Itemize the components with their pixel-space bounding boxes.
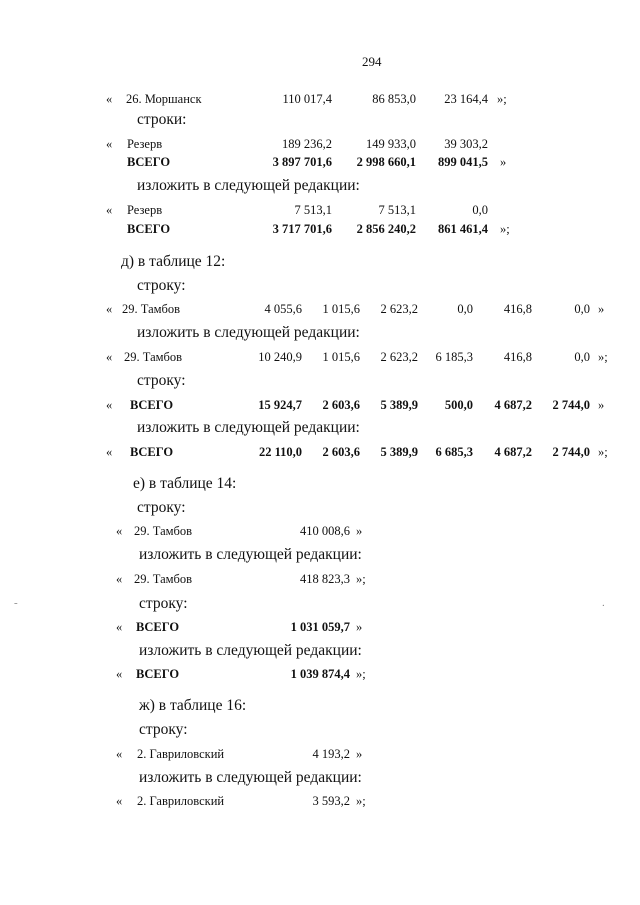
row-name: ВСЕГО: [127, 155, 171, 169]
section-header: ж) в таблице 16:: [139, 697, 247, 714]
open-quote: «: [106, 92, 113, 106]
open-quote: «: [116, 524, 123, 538]
close-quote: »: [356, 524, 363, 538]
row-name: 29. Тамбов: [122, 302, 181, 316]
row-name: 29. Тамбов: [134, 572, 193, 586]
row-value: 7 513,1: [294, 203, 332, 217]
row-value: 3 897 701,6: [272, 155, 332, 169]
row-value: 3 717 701,6: [272, 222, 332, 236]
page-number: 294: [362, 54, 382, 69]
instruction-text: изложить в следующей редакции:: [139, 642, 362, 659]
instruction-text: строку:: [137, 499, 186, 516]
open-quote: «: [106, 445, 113, 459]
row-value: 4 687,2: [494, 445, 532, 459]
row-value: 2 998 660,1: [356, 155, 416, 169]
row-value: 861 461,4: [438, 222, 488, 236]
row-value: 6 685,3: [435, 445, 473, 459]
row-value: 1 031 059,7: [290, 620, 350, 634]
row-value: 418 823,3: [300, 572, 350, 586]
row-name: ВСЕГО: [136, 667, 180, 681]
row-value: 10 240,9: [258, 350, 302, 364]
open-quote: «: [116, 667, 123, 681]
instruction-text: изложить в следующей редакции:: [137, 324, 360, 341]
open-quote: «: [116, 572, 123, 586]
instruction-text: строку:: [139, 721, 188, 738]
section-header: д) в таблице 12:: [121, 253, 226, 270]
row-value: 86 853,0: [372, 92, 416, 106]
row-value: 189 236,2: [282, 137, 332, 151]
row-value: 4 687,2: [494, 398, 532, 412]
row-value: 22 110,0: [258, 445, 302, 459]
row-value: 4 193,2: [312, 747, 350, 761]
instruction-text: строки:: [137, 111, 187, 128]
open-quote: «: [116, 794, 123, 808]
row-value: 5 389,9: [380, 398, 418, 412]
row-value: 416,8: [503, 302, 532, 316]
row-name: ВСЕГО: [130, 445, 174, 459]
row-name: 29. Тамбов: [124, 350, 183, 364]
row-value: 5 389,9: [380, 445, 418, 459]
row-name: Резерв: [127, 203, 163, 217]
close-quote: »;: [598, 445, 608, 459]
instruction-text: строку:: [139, 595, 188, 612]
row-value: 500,0: [444, 398, 473, 412]
instruction-text: изложить в следующей редакции:: [139, 546, 362, 563]
row-value: 6 185,3: [435, 350, 473, 364]
row-name: Резерв: [127, 137, 163, 151]
row-value: 2 623,2: [380, 302, 418, 316]
open-quote: «: [106, 398, 113, 412]
row-value: 0,0: [574, 350, 590, 364]
instruction-text: изложить в следующей редакции:: [139, 769, 362, 786]
close-quote: »;: [497, 92, 507, 106]
row-value: 2 603,6: [322, 445, 360, 459]
close-quote: »: [500, 155, 507, 169]
close-quote: »: [598, 302, 605, 316]
row-value: 2 603,6: [322, 398, 360, 412]
close-quote: »;: [356, 667, 366, 681]
close-quote: »;: [356, 794, 366, 808]
open-quote: «: [116, 620, 123, 634]
row-value: 4 055,6: [264, 302, 302, 316]
row-name: ВСЕГО: [130, 398, 174, 412]
row-name: ВСЕГО: [127, 222, 171, 236]
row-value: 7 513,1: [378, 203, 416, 217]
row-name: 2. Гавриловский: [137, 747, 225, 761]
row-value: 2 744,0: [552, 398, 590, 412]
row-name: ВСЕГО: [136, 620, 180, 634]
row-value: 149 933,0: [366, 137, 416, 151]
close-quote: »;: [598, 350, 608, 364]
row-value: 0,0: [574, 302, 590, 316]
section-header: е) в таблице 14:: [133, 475, 237, 492]
row-value: 416,8: [503, 350, 532, 364]
close-quote: »: [598, 398, 605, 412]
row-value: 2 623,2: [380, 350, 418, 364]
open-quote: «: [106, 350, 113, 364]
close-quote: »: [356, 747, 363, 761]
row-value: 1 015,6: [322, 302, 360, 316]
close-quote: »: [356, 620, 363, 634]
open-quote: «: [106, 302, 113, 316]
row-value: 39 303,2: [444, 137, 488, 151]
open-quote: «: [106, 203, 113, 217]
row-name: 26. Моршанск: [126, 92, 202, 106]
instruction-text: строку:: [137, 372, 186, 389]
row-value: 15 924,7: [258, 398, 302, 412]
row-name: 2. Гавриловский: [137, 794, 225, 808]
open-quote: «: [106, 137, 113, 151]
instruction-text: изложить в следующей редакции:: [137, 177, 360, 194]
row-value: 3 593,2: [312, 794, 350, 808]
row-value: 899 041,5: [438, 155, 488, 169]
close-quote: »;: [356, 572, 366, 586]
row-value: 110 017,4: [282, 92, 332, 106]
instruction-text: изложить в следующей редакции:: [137, 419, 360, 436]
row-value: 2 744,0: [552, 445, 590, 459]
row-name: 29. Тамбов: [134, 524, 193, 538]
row-value: 410 008,6: [300, 524, 350, 538]
row-value: 0,0: [457, 302, 473, 316]
row-value: 2 856 240,2: [356, 222, 416, 236]
close-quote: »;: [500, 222, 510, 236]
open-quote: «: [116, 747, 123, 761]
margin-mark-right: .: [602, 597, 605, 609]
row-value: 1 015,6: [322, 350, 360, 364]
row-value: 1 039 874,4: [290, 667, 350, 681]
instruction-text: строку:: [137, 277, 186, 294]
row-value: 0,0: [472, 203, 488, 217]
row-value: 23 164,4: [444, 92, 488, 106]
margin-mark-left: -: [14, 597, 18, 609]
